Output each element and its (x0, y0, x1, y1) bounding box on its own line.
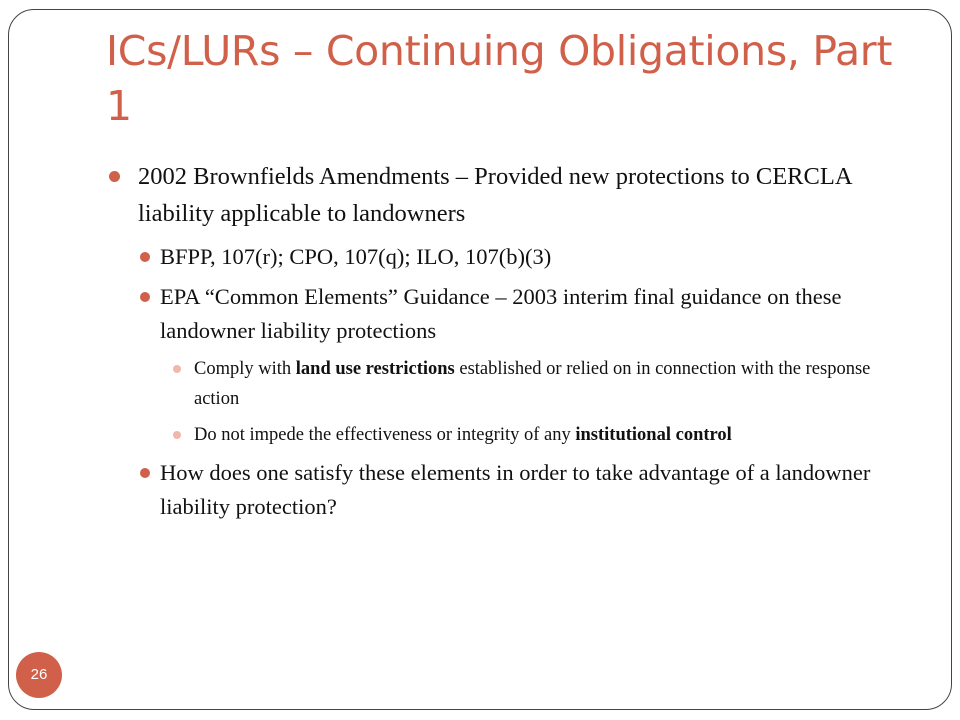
bullet-text-pre: Comply with (194, 359, 296, 379)
bullet-dot-icon (140, 252, 150, 262)
bullet-text-post: established or relied on in connection with the response action (194, 359, 871, 409)
slide-title: ICs/LURs – Continuing Obligations, Part 1 (106, 27, 893, 130)
bullet-item-do-not-impede (104, 420, 904, 450)
bullet-dot-icon (109, 171, 120, 182)
bullet-dot-icon (140, 468, 150, 478)
bullet-dot-icon (140, 292, 150, 302)
bullet-item-bfpp (104, 240, 904, 274)
bullet-text: BFPP, 107(r); CPO, 107(q); ILO, 107(b)(3) (160, 244, 552, 269)
bullet-dot-icon (173, 431, 181, 439)
bullet-text: 2002 Brownfields Amendments – Provided new protections to CERCLA liability applicable to landowners (138, 163, 852, 227)
page-number-badge: 26 (16, 652, 62, 698)
bullet-text-bold: institutional control (575, 425, 732, 445)
bullet-text-pre: Do not impede the effectiveness or integrity of any (194, 425, 576, 445)
bullet-text: How does one satisfy these elements in order to take advantage of a landowner liability protection? (160, 460, 871, 519)
bullet-text: EPA “Common Elements” Guidance – 2003 interim final guidance on these landowner liability protections (160, 284, 842, 343)
bullet-text-bold: land use restrictions (295, 359, 455, 379)
bullet-item-how-satisfy (104, 456, 904, 524)
slide-body (104, 158, 904, 530)
bullet-item-comply-land-use (104, 354, 904, 414)
bullet-item-brownfields-amendments (104, 158, 904, 232)
bullet-item-common-elements (104, 280, 904, 348)
bullet-dot-icon (173, 365, 181, 373)
